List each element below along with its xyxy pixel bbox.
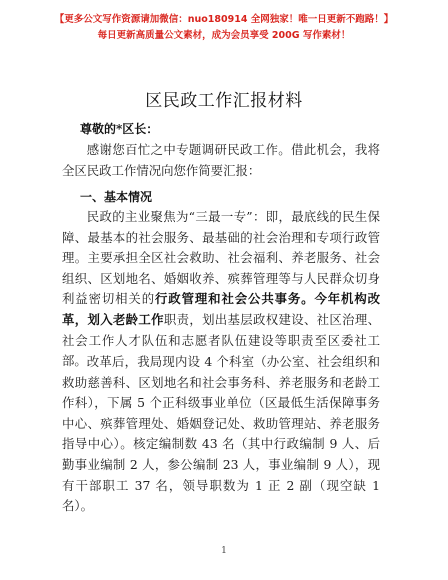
- promo-banner-line-2: 每日更新高质量公文素材，成为会员享受 200G 写作素材！: [97, 30, 351, 41]
- intro-paragraph: [62, 140, 380, 181]
- promo-banner-line-1: 【更多公文写作资源请加微信：nuo180914 全网独家！唯一日更新不跑路！】: [54, 14, 394, 25]
- section-heading-basic-info: 一、基本情况: [80, 190, 153, 204]
- bold-text-segment: 行政管理和社会公共事务。今年机构改革，划入老龄工作: [62, 291, 381, 327]
- paragraph-structure: [62, 352, 380, 517]
- page-number: 1: [221, 546, 227, 556]
- paragraph-responsibilities-text: [62, 207, 380, 372]
- paragraph-responsibilities: [62, 207, 380, 372]
- intro-text: 感谢您百忙之中专题调研民政工作。借此机会，我将全区民政工作情况向您作简要汇报：: [62, 142, 380, 178]
- paragraph-text-segment: 民政的主业聚焦为“三最一专”：即，最底线的民生保障、最基本的社会服务、最基础的社会治理和专项行政管理。主要承担全区社会救助、社会福利、养老服务、社会组织、区划地名、婚姻收养、殡葬管理等与人民群众切身利益密切相关的: [62, 209, 380, 307]
- paragraph-text-segment: 职责，划出基层政权建设、社区治理、社会工作人才队伍和志愿者队伍建设等职责至区委社工部。: [62, 311, 381, 369]
- document-title: 区民政工作汇报材料: [145, 91, 303, 111]
- paragraph-structure-text: 改革后，我局现内设 4 个科室（办公室、社会组织和救助慈善科、区划地名和社会事务科、养老服务和老龄工作科），下属 5 个正科级事业单位（区最低生活保障事务中心、殡葬管理处、婚姻登记处、救助管理站、养老服务指导中心）。核定编制数 43 名（其中行政编制 9 人、后勤事业编制 2 人，参公编制 23 人，事业编制 9 人），现有干部职工 37 名，领导职数为 1 正 2 副（现空缺 1 名）。: [62, 354, 380, 514]
- salutation: 尊敬的*区长：: [80, 122, 159, 136]
